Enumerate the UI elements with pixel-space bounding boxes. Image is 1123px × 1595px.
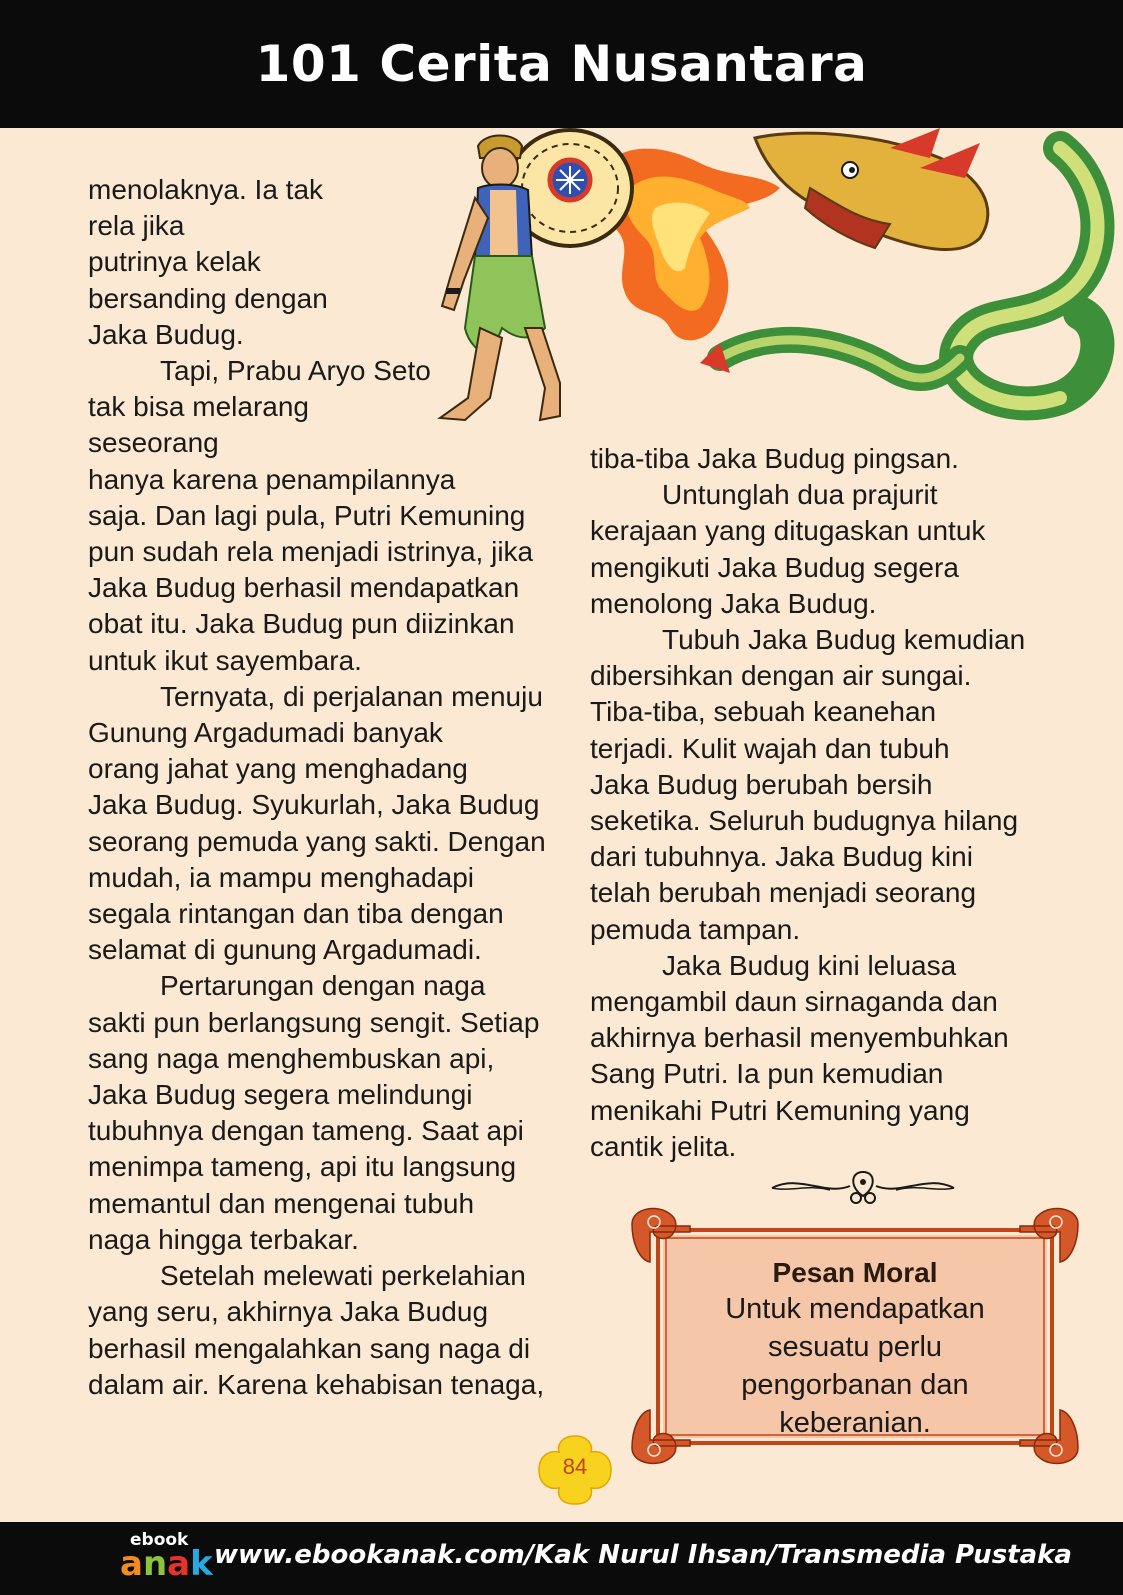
text-line: menikahi Putri Kemuning yang bbox=[590, 1094, 970, 1126]
text-line: menolaknya. Ia tak bbox=[88, 174, 324, 205]
text-line: Jaka Budug berubah bersih bbox=[590, 768, 933, 800]
moral-line: Untuk mendapatkan bbox=[725, 1293, 985, 1325]
logo-top-text: ebook bbox=[130, 1530, 189, 1550]
text-line: rela jika bbox=[88, 210, 185, 242]
text-line: dari tubuhnya. Jaka Budug kini bbox=[590, 841, 973, 873]
text-line: tak bisa melarang bbox=[88, 391, 310, 423]
text-line: orang jahat yang menghadang bbox=[88, 753, 468, 785]
moral-title: Pesan Moral bbox=[772, 1257, 938, 1288]
text-line: naga hingga terbakar. bbox=[88, 1223, 359, 1255]
text-line: Gunung Argadumadi banyak bbox=[88, 717, 443, 749]
moral-line: sesuatu perlu bbox=[767, 1331, 943, 1363]
text-line: Jaka Budug. bbox=[88, 318, 244, 350]
text-line: yang seru, akhirnya Jaka Budug bbox=[88, 1296, 489, 1328]
text-line: Jaka Budug berhasil mendapatkan bbox=[88, 572, 520, 604]
text-line: dalam air. Karena kehabisan tenaga, bbox=[88, 1368, 545, 1400]
text-line: sakti pun berlangsung sengit. Setiap bbox=[88, 1006, 540, 1038]
text-line: Jaka Budug segera melindungi bbox=[88, 1079, 473, 1111]
text-line: dibersihkan dengan air sungai. bbox=[590, 660, 972, 692]
text-line: Tubuh Jaka Budug kemudian bbox=[662, 624, 1026, 656]
text-line: tubuhnya dengan tameng. Saat api bbox=[88, 1115, 524, 1147]
moral-content bbox=[663, 1235, 1047, 1438]
text-line: selamat di gunung Argadumadi. bbox=[88, 934, 482, 966]
text-line: seseorang bbox=[88, 427, 219, 459]
text-line: seketika. Seluruh budugnya hilang bbox=[590, 805, 1019, 837]
left-text-column bbox=[88, 172, 558, 1403]
text-line: Pertarungan dengan naga bbox=[160, 970, 486, 1002]
text-line: Jaka Budug kini leluasa bbox=[662, 949, 957, 981]
text-line: seorang pemuda yang sakti. Dengan bbox=[88, 825, 546, 857]
dragon-head bbox=[755, 128, 988, 250]
text-line: bersanding dengan bbox=[88, 282, 328, 314]
book-title: 101 Cerita Nusantara bbox=[255, 35, 868, 93]
text-line: sang naga menghembuskan api, bbox=[88, 1042, 495, 1074]
text-line: hanya karena penampilannya bbox=[88, 463, 456, 495]
text-line: cantik jelita. bbox=[590, 1130, 737, 1162]
text-line: Untunglah dua prajurit bbox=[662, 479, 938, 511]
text-line: mengikuti Jaka Budug segera bbox=[590, 551, 959, 583]
text-line: menimpa tameng, api itu langsung bbox=[88, 1151, 517, 1183]
text-line: mengambil daun sirnaganda dan bbox=[590, 986, 998, 1018]
footer-credit-link[interactable]: www.ebookanak.com/Kak Nurul Ihsan/Transmedia Pustaka bbox=[214, 1540, 1072, 1570]
text-line: Ternyata, di perjalanan menuju bbox=[160, 680, 543, 712]
moral-line: keberanian. bbox=[779, 1407, 931, 1439]
text-line: telah berubah menjadi seorang bbox=[590, 877, 977, 909]
moral-message-box bbox=[630, 1202, 1080, 1470]
text-line: Jaka Budug. Syukurlah, Jaka Budug bbox=[88, 789, 540, 821]
page-header bbox=[0, 0, 1123, 128]
page-footer bbox=[0, 1522, 1123, 1595]
text-line: Tiba-tiba, sebuah keanehan bbox=[590, 696, 937, 728]
text-line: berhasil mengalahkan sang naga di bbox=[88, 1332, 531, 1364]
right-text-column bbox=[590, 441, 1060, 1165]
text-line: menolong Jaka Budug. bbox=[590, 587, 877, 619]
text-line: Setelah melewati perkelahian bbox=[160, 1260, 526, 1292]
text-line: saja. Dan lagi pula, Putri Kemuning bbox=[88, 499, 526, 531]
text-line: obat itu. Jaka Budug pun diizinkan bbox=[88, 608, 515, 640]
text-line: untuk ikut sayembara. bbox=[88, 644, 362, 676]
text-line: pemuda tampan. bbox=[590, 913, 801, 945]
text-line: tiba-tiba Jaka Budug pingsan. bbox=[590, 443, 959, 474]
text-line: Sang Putri. Ia pun kemudian bbox=[590, 1058, 944, 1090]
text-line: segala rintangan dan tiba dengan bbox=[88, 898, 504, 930]
text-line: kerajaan yang ditugaskan untuk bbox=[590, 515, 986, 547]
text-line: putrinya kelak bbox=[88, 246, 261, 278]
page-number: 84 bbox=[562, 1454, 588, 1479]
text-line: mudah, ia mampu menghadapi bbox=[88, 861, 475, 893]
text-line: pun sudah rela menjadi istrinya, jika bbox=[88, 536, 534, 568]
text-line: akhirnya berhasil menyembuhkan bbox=[590, 1022, 1009, 1054]
moral-line: pengorbanan dan bbox=[741, 1369, 969, 1401]
text-line: terjadi. Kulit wajah dan tubuh bbox=[590, 732, 950, 764]
page-number-badge bbox=[535, 1432, 615, 1508]
ebookanak-logo bbox=[120, 1530, 214, 1588]
text-line: Tapi, Prabu Aryo Seto bbox=[160, 355, 431, 387]
logo-main-text: anak bbox=[120, 1544, 213, 1584]
text-line: memantul dan mengenai tubuh bbox=[88, 1187, 475, 1219]
